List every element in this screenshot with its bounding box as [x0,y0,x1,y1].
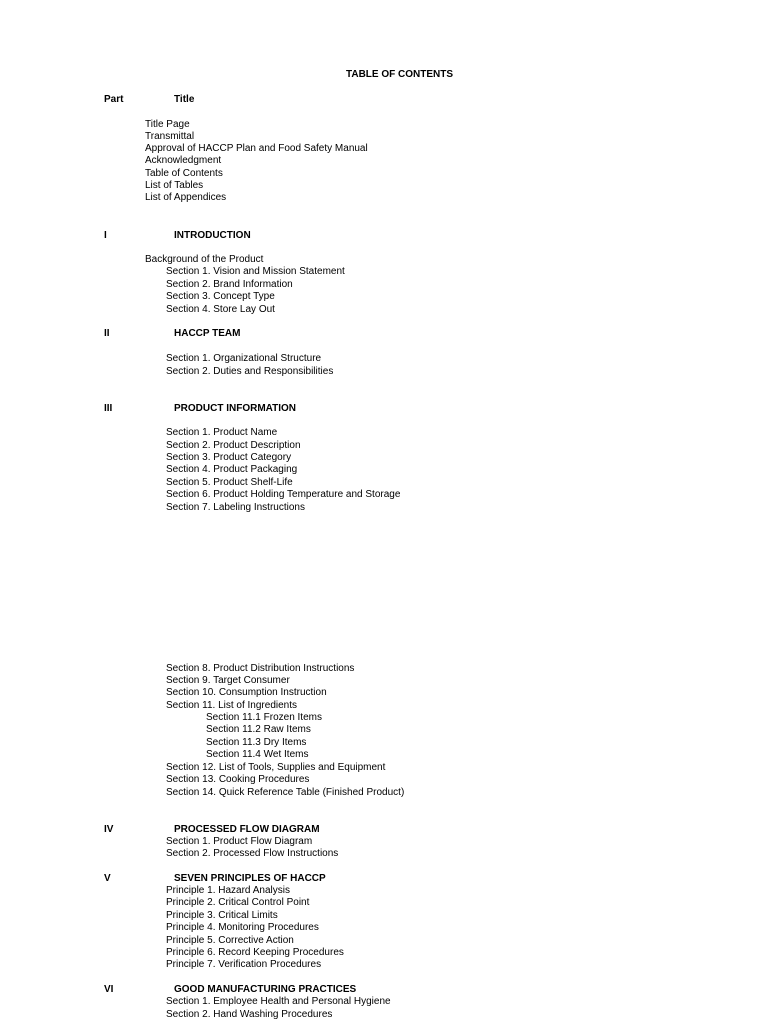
toc-entry: Title Page [145,119,190,130]
toc-entry: Table of Contents [145,168,223,179]
toc-subentry: Section 11.4 Wet Items [206,749,309,760]
toc-entry: Approval of HACCP Plan and Food Safety Manual [145,143,368,154]
part-numeral: III [104,403,113,414]
toc-entry: Section 2. Hand Washing Procedures [166,1009,333,1020]
toc-entry: List of Tables [145,180,204,191]
toc-entry: Section 4. Product Packaging [166,464,298,475]
toc-entry: Section 1. Product Flow Diagram [166,836,313,847]
toc-entry: Section 8. Product Distribution Instructions [166,663,355,674]
part-numeral: II [104,328,110,339]
toc-entry: Section 9. Target Consumer [166,675,290,686]
part-numeral: IV [104,824,114,835]
toc-entry: Section 2. Processed Flow Instructions [166,848,339,859]
toc-entry: Section 5. Product Shelf-Life [166,477,293,488]
toc-subentry: Section 11.2 Raw Items [206,724,311,735]
part-numeral: I [104,230,107,241]
part-heading: SEVEN PRINCIPLES OF HACCP [174,873,326,884]
part-heading: INTRODUCTION [174,230,251,241]
part-heading: HACCP TEAM [174,328,241,339]
toc-entry: Section 2. Brand Information [166,279,293,290]
toc-entry: Principle 3. Critical Limits [166,910,278,921]
page-title: TABLE OF CONTENTS [346,69,454,80]
toc-entry: Section 1. Employee Health and Personal Hygiene [166,996,391,1007]
toc-subentry: Section 11.3 Dry Items [206,737,307,748]
part-numeral: VI [104,984,114,995]
toc-entry: Principle 6. Record Keeping Procedures [166,947,344,958]
toc-entry: Section 1. Vision and Mission Statement [166,266,345,277]
toc-entry: List of Appendices [145,192,227,203]
toc-entry: Principle 1. Hazard Analysis [166,885,290,896]
column-header-part: Part [104,94,124,105]
toc-entry: Section 3. Concept Type [166,291,275,302]
toc-entry: Section 12. List of Tools, Supplies and Equipment [166,762,386,773]
toc-entry: Section 1. Organizational Structure [166,353,322,364]
toc-entry: Section 2. Product Description [166,440,301,451]
toc-entry: Acknowledgment [145,155,222,166]
toc-entry: Section 4. Store Lay Out [166,304,275,315]
toc-entry: Section 7. Labeling Instructions [166,502,305,513]
toc-entry: Section 1. Product Name [166,427,278,438]
part-heading: PRODUCT INFORMATION [174,403,297,414]
toc-subentry: Section 11.1 Frozen Items [206,712,322,723]
toc-entry: Section 14. Quick Reference Table (Finished Product) [166,787,405,798]
toc-entry: Section 2. Duties and Responsibilities [166,366,334,377]
part-numeral: V [104,873,111,884]
toc-entry: Transmittal [145,131,195,142]
toc-entry: Section 13. Cooking Procedures [166,774,310,785]
toc-entry: Section 11. List of Ingredients [166,700,298,711]
toc-subheading: Background of the Product [145,254,264,265]
part-heading: GOOD MANUFACTURING PRACTICES [174,984,357,995]
toc-entry: Principle 7. Verification Procedures [166,959,322,970]
toc-entry: Section 3. Product Category [166,452,292,463]
part-heading: PROCESSED FLOW DIAGRAM [174,824,320,835]
toc-entry: Principle 5. Corrective Action [166,935,294,946]
column-header-title: Title [174,94,195,105]
toc-entry: Section 6. Product Holding Temperature and Storage [166,489,401,500]
toc-entry: Section 10. Consumption Instruction [166,687,327,698]
toc-entry: Principle 2. Critical Control Point [166,897,310,908]
toc-entry: Principle 4. Monitoring Procedures [166,922,319,933]
